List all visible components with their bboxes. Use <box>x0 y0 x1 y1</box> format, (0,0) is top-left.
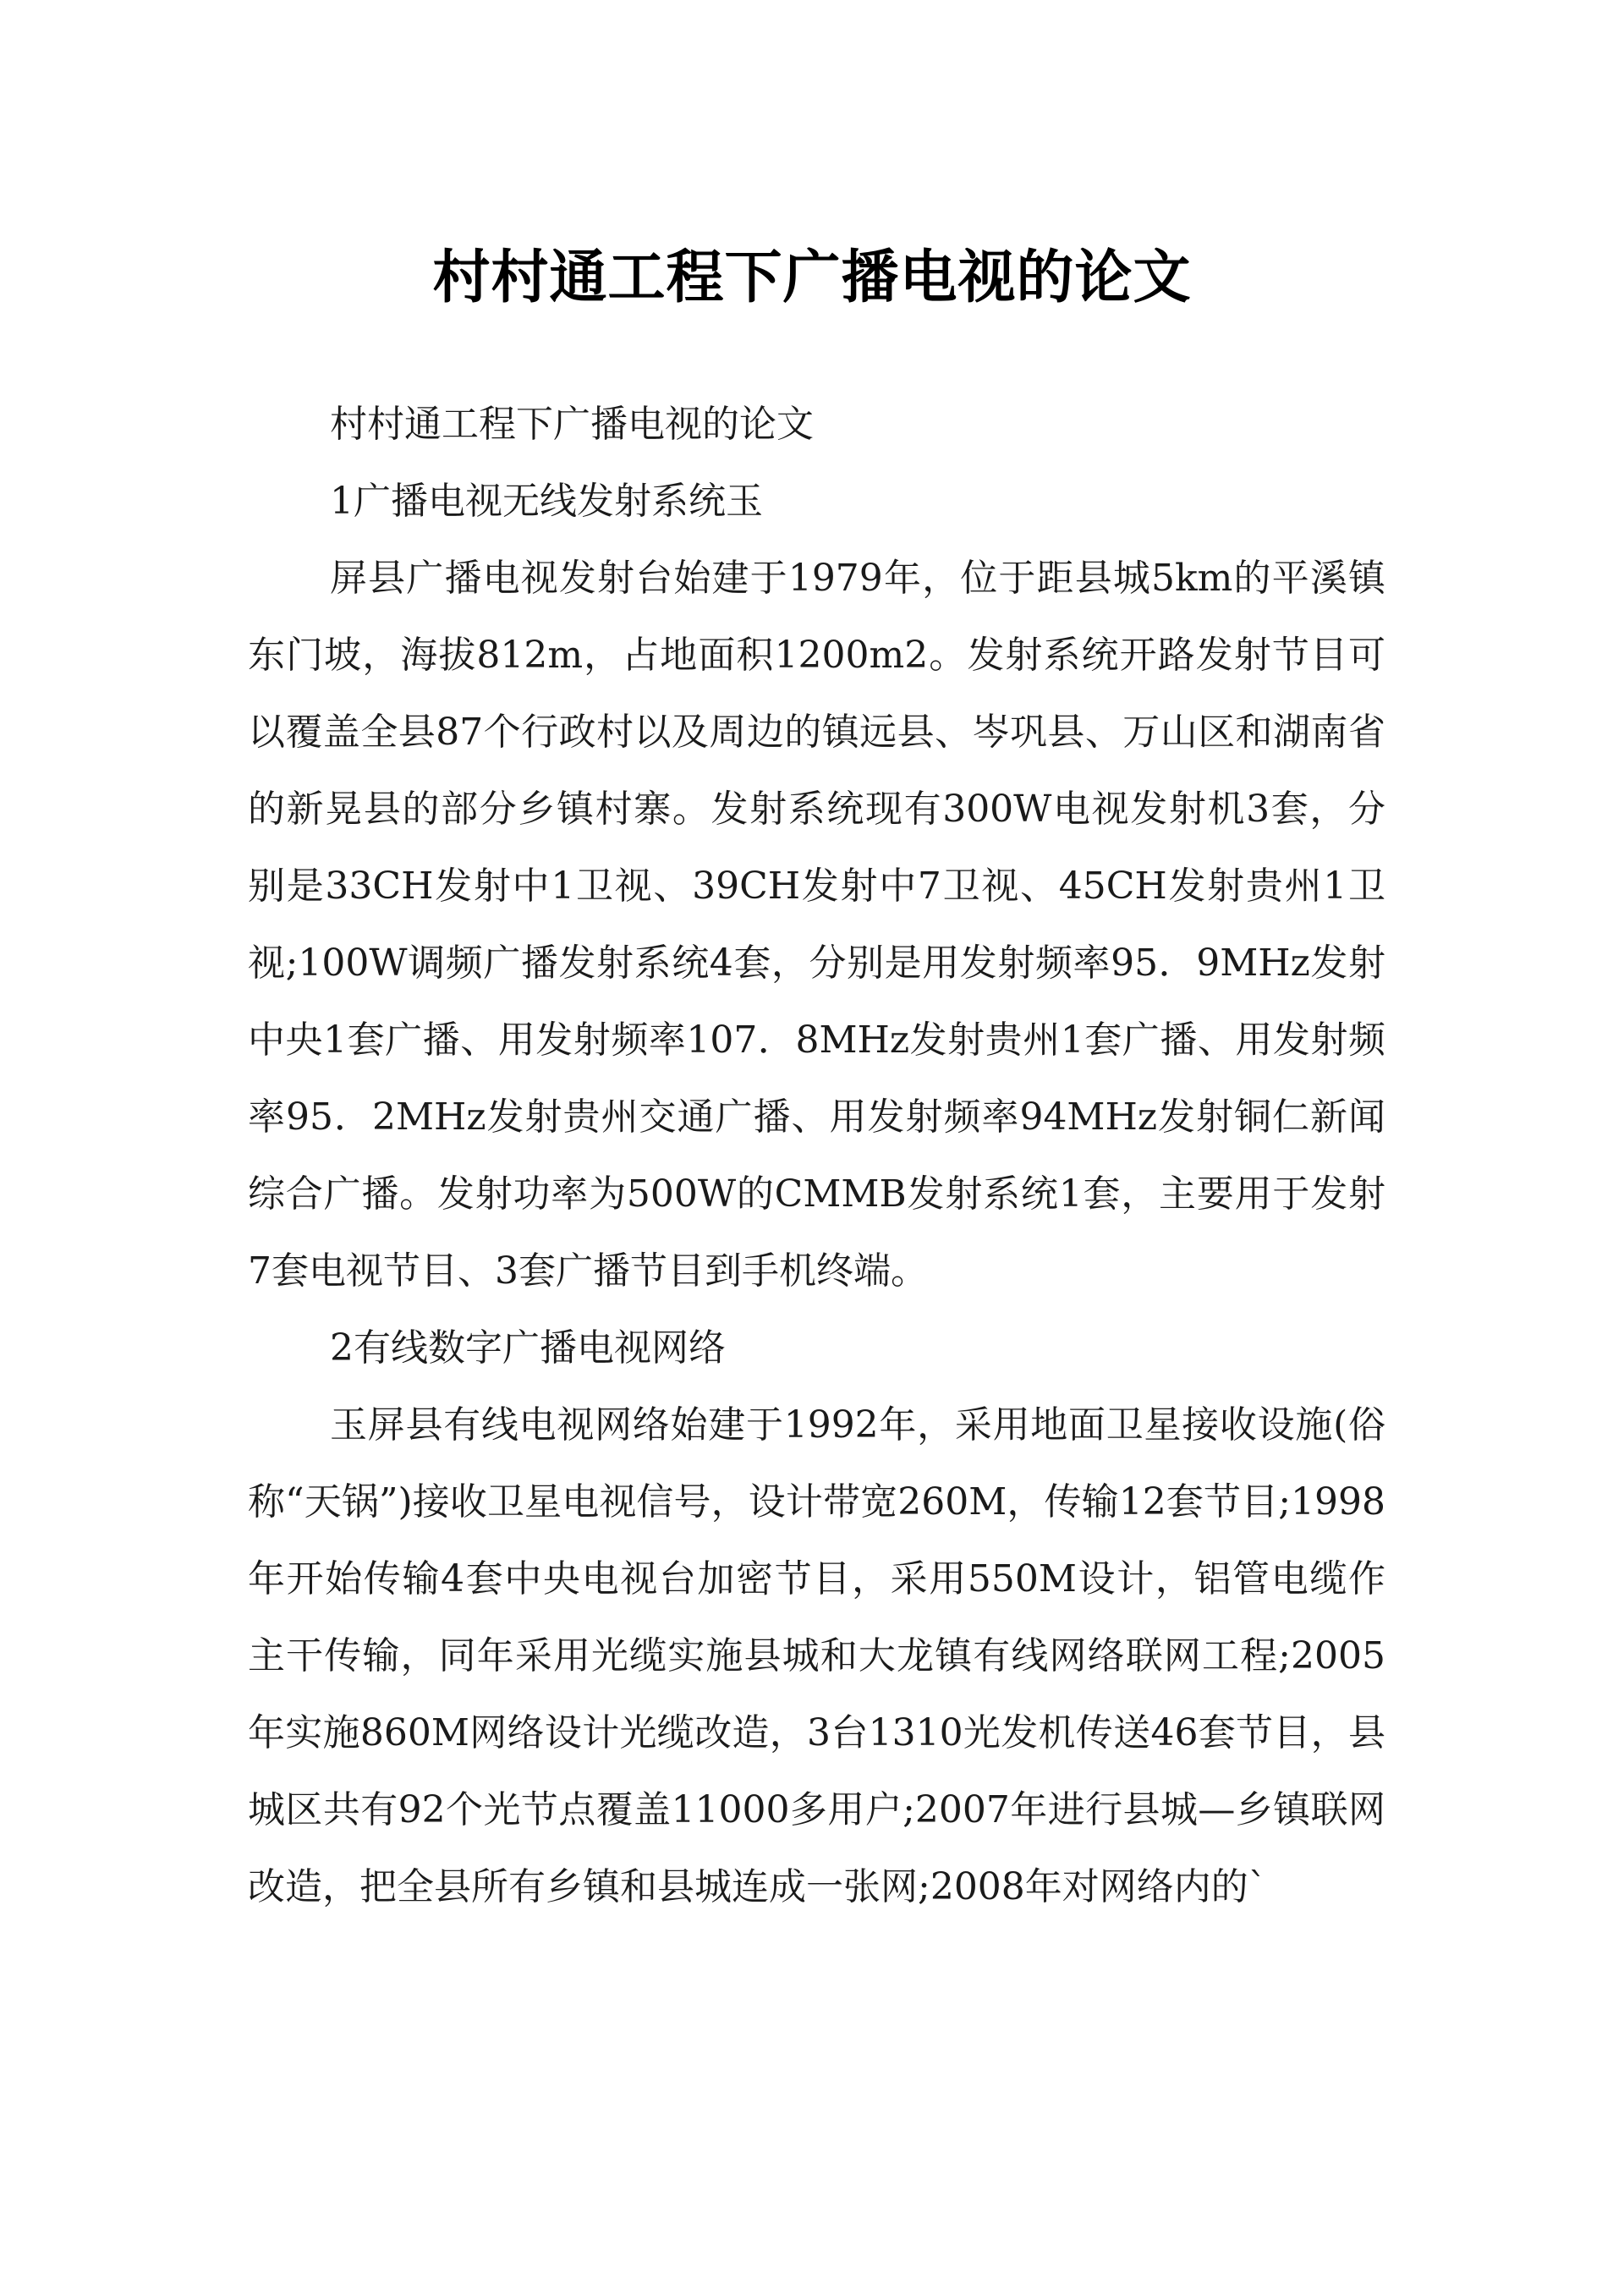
section-heading-2: 2有线数字广播电视网络 <box>330 1326 726 1370</box>
paragraph-subtitle: 村村通工程下广播电视的论文 <box>330 403 814 446</box>
document-title: 村村通工程下广播电视的论文 <box>432 243 1192 311</box>
paragraph-cable-network: 玉屏县有线电视网络始建于1992年，采用地面卫星接收设施(俗称“天锅”)接收卫星电视信号，设计带宽260M，传输12套节目;1998年开始传输4套中央电视台加密节目，采用550M设计，铝管电缆作主干传输，同年采用光缆实施县城和大龙镇有线网络联网工程;2005年实施860M网络设计光缆改造，3台1310光发机传送46套节目，县城区共有92个光节点覆盖11000多用户;2007年进行县城—乡镇联网改造，把全县所有乡镇和县城连成一张网;2008年对网络内的` <box>248 1403 1385 1908</box>
paragraph-wireless-system: 屏县广播电视发射台始建于1979年，位于距县城5km的平溪镇东门坡，海拔812m，占地面积1200m2。发射系统开路发射节目可以覆盖全县87个行政村以及周边的镇远县、岑巩县、万山区和湖南省的新晃县的部分乡镇村寨。发射系统现有300W电视发射机3套，分别是33CH发射中1卫视、39CH发射中7卫视、45CH发射贵州1卫视;100W调频广播发射系统4套，分别是用发射频率95．9MHz发射中央1套广播、用发射频率107．8MHz发射贵州1套广播、用发射频率95．2MHz发射贵州交通广播、用发射频率94MHz发射铜仁新闻综合广播。发射功率为500W的CMMB发射系统1套，主要用于发射7套电视节目、3套广播节目到手机终端。 <box>248 557 1385 1293</box>
document-body <box>248 386 1385 1925</box>
section-heading-1: 1广播电视无线发射系统玉 <box>330 480 763 523</box>
